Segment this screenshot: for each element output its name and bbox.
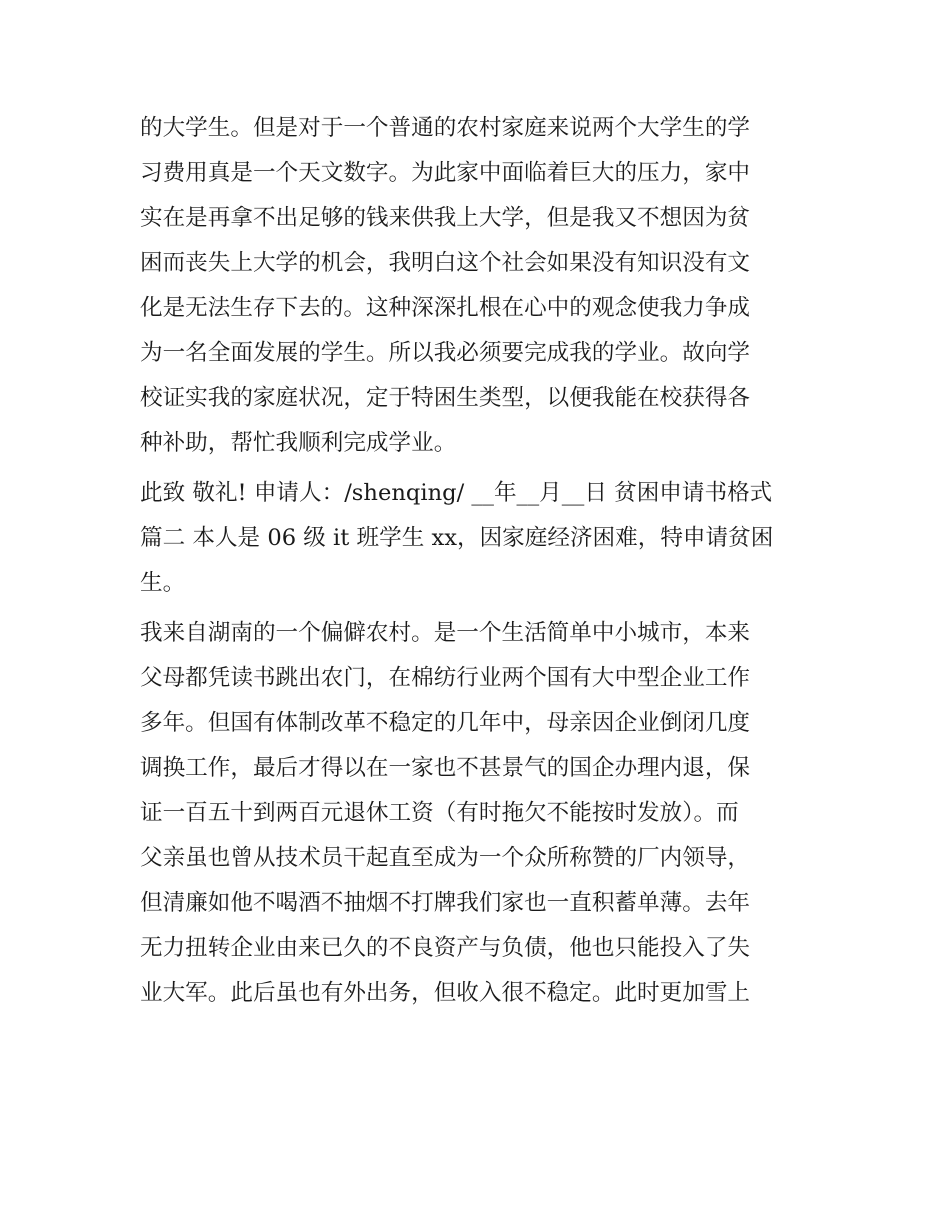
- text-line: 困而丧失上大学的机会，我明白这个社会如果没有知识没有文: [140, 250, 751, 276]
- text-line: 父亲虽也曾从技术员干起直至成为一个众所称赞的厂内领导，: [140, 845, 751, 871]
- text-line: 无力扭转企业由来已久的不良资产与负债，他也只能投入了失: [140, 935, 751, 961]
- paragraph-2: [140, 471, 812, 606]
- text-line: 调换工作，最后才得以在一家也不甚景气的国企办理内退，保: [140, 755, 751, 781]
- paragraph-3: [140, 611, 812, 1016]
- text-line: 生。: [140, 570, 186, 596]
- text-line: 证一百五十到两百元退休工资（有时拖欠不能按时发放）。而: [140, 800, 739, 826]
- text-line: 实在是再拿不出足够的钱来供我上大学，但是我又不想因为贫: [140, 205, 751, 231]
- text-line: 校证实我的家庭状况，定于特困生类型，以便我能在校获得各: [140, 385, 751, 411]
- text-line: 我来自湖南的一个偏僻农村。是一个生活简单中小城市，本来: [140, 620, 751, 646]
- text-line: 业大军。此后虽也有外出务，但收入很不稳定。此时更加雪上: [140, 980, 751, 1006]
- text-line: 化是无法生存下去的。这种深深扎根在心中的观念使我力争成: [140, 295, 751, 321]
- text-line: 习费用真是一个天文数字。为此家中面临着巨大的压力，家中: [140, 160, 751, 186]
- text-line: 为一名全面发展的学生。所以我必须要完成我的学业。故向学: [140, 340, 751, 366]
- text-line: 但清廉如他不喝酒不抽烟不打牌我们家也一直积蓄单薄。去年: [140, 890, 751, 916]
- text-line: 种补助，帮忙我顺利完成学业。: [140, 430, 457, 456]
- text-line: 的大学生。但是对于一个普通的农村家庭来说两个大学生的学: [140, 115, 751, 141]
- text-line: 父母都凭读书跳出农门，在棉纺行业两个国有大中型企业工作: [140, 665, 751, 691]
- document-body: [140, 106, 812, 1016]
- text-line: 篇二 本人是 06 级 it 班学生 xx，因家庭经济困难，特申请贫困: [140, 525, 774, 551]
- text-line: 此致 敬礼! 申请人：/shenqing/ __年__月__日 贫困申请书格式: [140, 480, 773, 506]
- paragraph-1: [140, 106, 812, 466]
- text-line: 多年。但国有体制改革不稳定的几年中，母亲因企业倒闭几度: [140, 710, 751, 736]
